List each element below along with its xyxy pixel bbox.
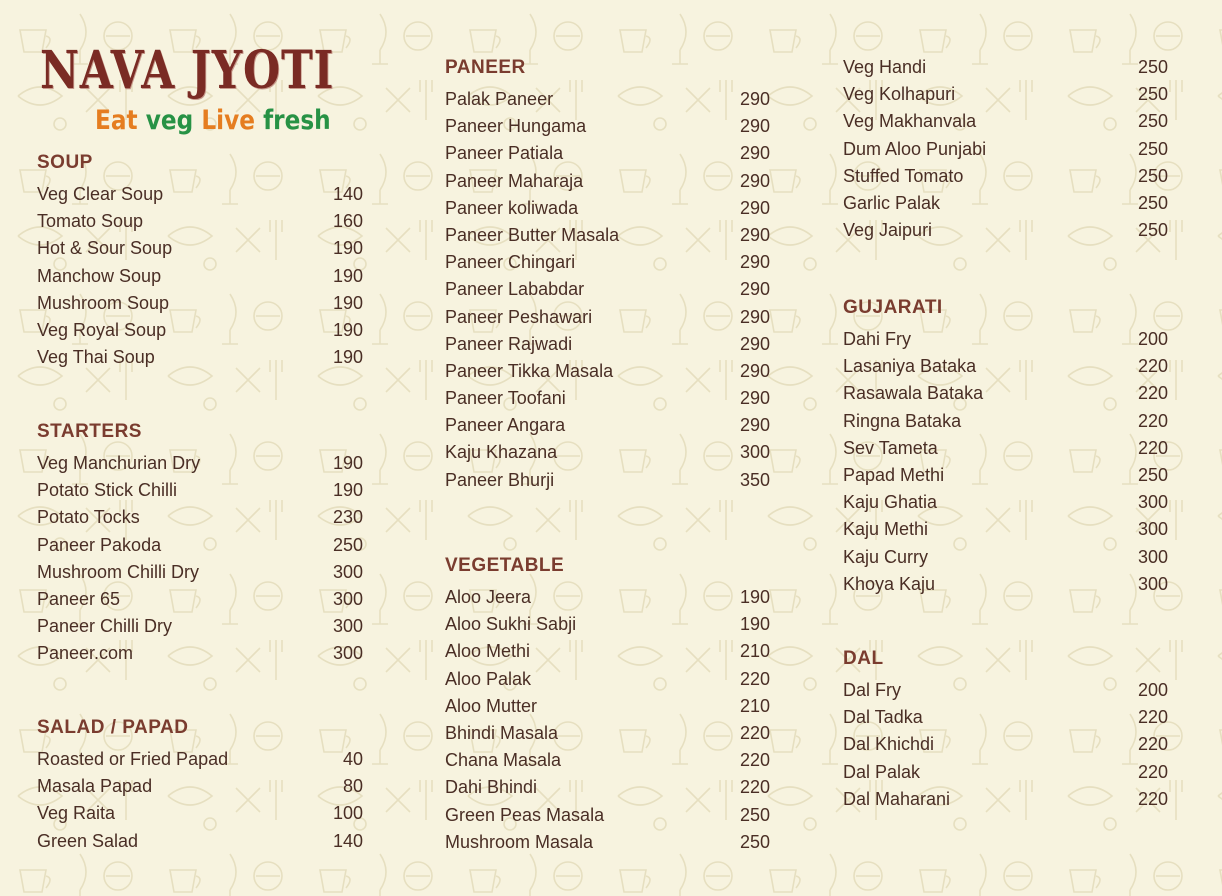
menu-item-price: 250 [1137, 220, 1168, 241]
menu-item [843, 759, 1168, 786]
menu-item [445, 467, 770, 494]
menu-item-name: Mushroom Soup [37, 292, 170, 313]
menu-item-price: 220 [739, 668, 770, 689]
menu-item-name: Dal Fry [843, 680, 901, 700]
menu-item-name: Veg Clear Soup [37, 184, 164, 204]
menu-item [37, 559, 363, 586]
menu-item-name: Veg Handi [843, 57, 927, 77]
menu-item-name: Chana Masala [445, 750, 562, 771]
menu-item [445, 168, 770, 195]
menu-item [445, 385, 770, 412]
menu-item-price: 290 [739, 333, 770, 354]
menu-item-name: Tomato Soup [37, 211, 144, 232]
menu-item-name: Paneer Peshawari [445, 306, 593, 327]
menu-item-name: Garlic Palak [843, 192, 941, 213]
section-title: STARTERS [37, 421, 142, 442]
menu-item-price: 290 [739, 197, 770, 218]
menu-item [843, 136, 1168, 163]
menu-item-name: Paneer Butter Masala [445, 224, 620, 245]
menu-item-name: Paneer Chilli Dry [37, 616, 173, 637]
menu-item-name: Kaju Ghatia [843, 492, 938, 513]
menu-item-name: Green Salad [37, 830, 139, 851]
menu-item [37, 477, 363, 504]
menu-item-name: Mushroom Masala [445, 831, 594, 852]
menu-item [843, 516, 1168, 543]
menu-item [445, 638, 770, 665]
menu-item-price: 140 [332, 184, 363, 204]
menu-item [445, 276, 770, 303]
menu-item-price: 250 [1137, 165, 1168, 186]
menu-item [445, 774, 770, 801]
menu-item [445, 829, 770, 856]
section-paneer [445, 56, 770, 494]
menu-item [843, 108, 1168, 135]
menu-item [445, 222, 770, 249]
menu-item-name: Veg Kolhapuri [843, 84, 956, 105]
menu-item [843, 353, 1168, 380]
menu-item-name: Khoya Kaju [843, 573, 936, 594]
menu-item-price: 220 [739, 777, 770, 798]
menu-item-name: Aloo Sukhi Sabji [445, 614, 577, 635]
menu-item-name: Veg Royal Soup [37, 319, 167, 340]
menu-item [843, 81, 1168, 108]
menu-item-price: 190 [332, 347, 363, 368]
section-dal [843, 647, 1168, 813]
menu-item-price: 210 [739, 695, 770, 716]
menu-item-name: Paneer 65 [37, 588, 121, 609]
menu-item-price: 220 [1137, 788, 1168, 809]
menu-item-price: 290 [739, 279, 770, 300]
menu-item-name: Paneer Lababdar [445, 279, 585, 300]
menu-item-price: 290 [739, 143, 770, 164]
menu-item-price: 250 [1137, 84, 1168, 105]
menu-item [843, 190, 1168, 217]
menu-item-price: 200 [1137, 680, 1168, 700]
menu-item-price: 210 [739, 641, 770, 662]
menu-item [843, 54, 1168, 81]
menu-item-name: Paneer Hungama [445, 116, 587, 137]
menu-item [843, 408, 1168, 435]
menu-item-price: 290 [739, 252, 770, 273]
menu-item [445, 113, 770, 140]
menu-item-price: 290 [739, 116, 770, 137]
menu-item-name: Veg Makhanvala [843, 111, 977, 132]
menu-item-price: 220 [1137, 410, 1168, 431]
menu-item [37, 450, 363, 477]
menu-item-name: Potato Stick Chilli [37, 480, 178, 501]
menu-item-name: Manchow Soup [37, 265, 162, 286]
menu-item-price: 350 [739, 469, 770, 490]
menu-item-name: Paneer Patiala [445, 143, 564, 164]
menu-item [37, 208, 363, 235]
menu-item-price: 250 [739, 831, 770, 852]
menu-item [843, 544, 1168, 571]
menu-item [445, 140, 770, 167]
menu-item-name: Paneer Chingari [445, 252, 576, 273]
menu-item-name: Aloo Jeera [445, 587, 532, 607]
section-starters [37, 420, 363, 668]
menu-item-name: Paneer Toofani [445, 388, 566, 409]
menu-item-price: 220 [1137, 761, 1168, 782]
menu-item-name: Mushroom Chilli Dry [37, 561, 200, 582]
section-gujarati [843, 296, 1168, 598]
menu-item-name: Paneer.com [37, 643, 134, 664]
menu-item [843, 435, 1168, 462]
menu-item-price: 230 [332, 507, 363, 528]
section-title: DAL [843, 648, 884, 669]
menu-item-name: Papad Methi [843, 464, 945, 485]
menu-item-price: 190 [739, 587, 770, 607]
brand-tagline [95, 104, 331, 138]
menu-item-price: 300 [332, 588, 363, 609]
tagline-word: fresh [263, 105, 331, 136]
menu-item-price: 290 [739, 306, 770, 327]
menu-item [445, 358, 770, 385]
menu-item-price: 220 [739, 722, 770, 743]
menu-item-name: Paneer Rajwadi [445, 333, 573, 354]
menu-item [445, 611, 770, 638]
menu-item-name: Veg Manchurian Dry [37, 453, 201, 473]
menu-item-name: Aloo Palak [445, 668, 532, 689]
menu-item-price: 80 [342, 776, 363, 797]
menu-item-price: 40 [342, 749, 363, 769]
menu-item-name: Rasawala Bataka [843, 383, 984, 404]
menu-item-name: Paneer Pakoda [37, 534, 162, 555]
menu-item-price: 220 [1137, 734, 1168, 755]
menu-item-price: 300 [739, 442, 770, 463]
menu-item [843, 326, 1168, 353]
menu-item-price: 250 [739, 804, 770, 825]
menu-item [445, 412, 770, 439]
tagline-word: Live [201, 105, 255, 136]
menu-item-name: Ringna Bataka [843, 410, 962, 431]
menu-item-name: Paneer Angara [445, 415, 566, 436]
menu-item-price: 290 [739, 388, 770, 409]
menu-item [445, 304, 770, 331]
menu-item-price: 190 [739, 614, 770, 635]
menu-item [37, 613, 363, 640]
menu-item [445, 249, 770, 276]
section-title: SOUP [37, 152, 93, 173]
menu-item [445, 584, 770, 611]
menu-item-name: Veg Thai Soup [37, 347, 155, 368]
menu-item [37, 504, 363, 531]
menu-item-price: 300 [1137, 546, 1168, 567]
menu-item-name: Veg Jaipuri [843, 220, 933, 241]
menu-item-price: 290 [739, 89, 770, 109]
menu-item [445, 86, 770, 113]
menu-item-price: 220 [1137, 356, 1168, 377]
menu-item [37, 235, 363, 262]
menu-item-name: Paneer Bhurji [445, 469, 555, 490]
menu-item-name: Paneer Tikka Masala [445, 360, 614, 381]
menu-item [843, 163, 1168, 190]
section-vegetable-continued [843, 54, 1168, 244]
menu-item-price: 290 [739, 224, 770, 245]
menu-item [37, 746, 363, 773]
section-salad-papad [37, 716, 363, 855]
tagline-word: Eat [95, 105, 138, 136]
brand-name: NAVA JYOTI [40, 40, 335, 101]
menu-item-name: Bhindi Masala [445, 722, 559, 743]
menu-item-price: 300 [1137, 519, 1168, 540]
menu-item-price: 250 [1137, 464, 1168, 485]
menu-item-name: Paneer Maharaja [445, 170, 584, 191]
tagline-word: veg [145, 105, 194, 136]
menu-item [445, 693, 770, 720]
menu-item-price: 290 [739, 415, 770, 436]
menu-item [843, 677, 1168, 704]
menu-item [445, 720, 770, 747]
menu-item-price: 190 [332, 292, 363, 313]
menu-item [843, 704, 1168, 731]
menu-item [445, 331, 770, 358]
menu-item-price: 220 [1137, 707, 1168, 728]
menu-item-price: 100 [332, 803, 363, 824]
menu-item [445, 666, 770, 693]
menu-item-price: 250 [332, 534, 363, 555]
menu-item [37, 586, 363, 613]
menu-item-price: 300 [1137, 492, 1168, 513]
menu-item-name: Dal Maharani [843, 788, 951, 809]
menu-item-price: 190 [332, 453, 363, 473]
menu-item [843, 571, 1168, 598]
menu-item-price: 190 [332, 480, 363, 501]
section-soup [37, 151, 363, 371]
menu-item-name: Kaju Khazana [445, 442, 558, 463]
menu-item-price: 250 [1137, 111, 1168, 132]
menu-item [843, 380, 1168, 407]
brand-logo [40, 40, 370, 136]
menu-item-name: Potato Tocks [37, 507, 140, 528]
menu-item-price: 200 [1137, 329, 1168, 349]
menu-item [843, 489, 1168, 516]
menu-item [37, 773, 363, 800]
menu-item [37, 317, 363, 344]
section-title: GUJARATI [843, 297, 943, 318]
section-vegetable [445, 554, 770, 856]
menu-item-name: Sev Tameta [843, 437, 938, 458]
menu-item-price: 250 [1137, 57, 1168, 77]
menu-item [445, 747, 770, 774]
menu-item [843, 462, 1168, 489]
menu-item-price: 220 [1137, 383, 1168, 404]
menu-item-name: Stuffed Tomato [843, 165, 964, 186]
menu-item-price: 290 [739, 360, 770, 381]
menu-item-price: 220 [739, 750, 770, 771]
menu-item-name: Kaju Curry [843, 546, 929, 567]
menu-item [37, 532, 363, 559]
menu-item-name: Kaju Methi [843, 519, 929, 540]
menu-item-name: Aloo Mutter [445, 695, 538, 716]
menu-item-price: 140 [332, 830, 363, 851]
menu-item-name: Dal Palak [843, 761, 921, 782]
menu-item [445, 802, 770, 829]
menu-item-name: Green Peas Masala [445, 804, 605, 825]
menu-item-name: Masala Papad [37, 776, 153, 797]
menu-item-name: Veg Raita [37, 803, 116, 824]
menu-item-name: Dal Tadka [843, 707, 923, 728]
menu-item [445, 195, 770, 222]
menu-item-name: Dahi Fry [843, 329, 912, 349]
menu-item-name: Paneer koliwada [445, 197, 579, 218]
section-title: VEGETABLE [445, 555, 565, 576]
menu-item-name: Lasaniya Bataka [843, 356, 977, 377]
menu-item-price: 160 [332, 211, 363, 232]
menu-item-price: 300 [1137, 573, 1168, 594]
menu-item-price: 190 [332, 238, 363, 259]
menu-item [37, 640, 363, 667]
menu-item [445, 439, 770, 466]
section-title: PANEER [445, 57, 526, 78]
menu-item-name: Palak Paneer [445, 89, 554, 109]
menu-item-name: Dum Aloo Punjabi [843, 138, 987, 159]
menu-item-price: 250 [1137, 192, 1168, 213]
menu-item-name: Dahi Bhindi [445, 777, 538, 798]
menu-item [843, 217, 1168, 244]
menu-item [37, 344, 363, 371]
menu-item-price: 190 [332, 319, 363, 340]
menu-item-name: Dal Khichdi [843, 734, 935, 755]
menu-item [37, 290, 363, 317]
menu-item [37, 181, 363, 208]
section-title: SALAD / PAPAD [37, 717, 189, 738]
menu-item-price: 250 [1137, 138, 1168, 159]
menu-item [37, 828, 363, 855]
menu-item-name: Roasted or Fried Papad [37, 749, 229, 769]
menu-item-price: 300 [332, 643, 363, 664]
menu-item-price: 190 [332, 265, 363, 286]
menu-item [37, 800, 363, 827]
menu-item [843, 786, 1168, 813]
menu-item-price: 220 [1137, 437, 1168, 458]
menu-item-price: 300 [332, 616, 363, 637]
menu-item [37, 263, 363, 290]
menu-item-price: 290 [739, 170, 770, 191]
menu-item-price: 300 [332, 561, 363, 582]
menu-item-name: Hot & Sour Soup [37, 238, 173, 259]
menu-item [843, 731, 1168, 758]
menu-item-name: Aloo Methi [445, 641, 531, 662]
